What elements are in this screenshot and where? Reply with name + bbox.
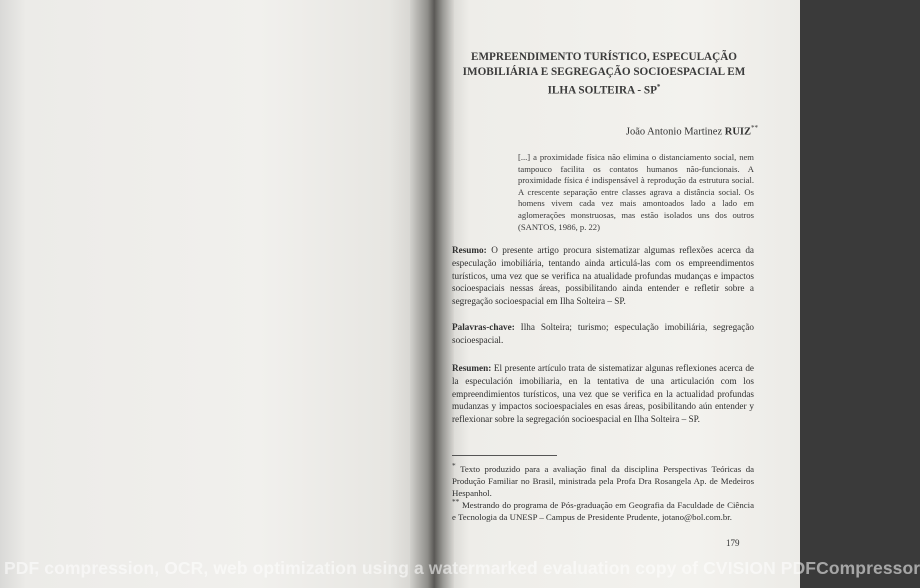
footnote-1-text: Texto produzido para a avaliação final da disciplina Perspectivas Teóricas da Produção Familiar no Brasil, ministrada pela Profa Dra Rosangela Ap. de Medeiros Hespanhol. bbox=[452, 463, 754, 499]
keywords-text: Ilha Solteira; turismo; especulação imobiliária, segregação socioespacial. bbox=[452, 322, 754, 345]
abstract-portuguese bbox=[452, 244, 754, 308]
resumen-label: Resumen: bbox=[452, 363, 492, 373]
keywords-label: Palavras-chave: bbox=[452, 322, 515, 332]
keywords bbox=[452, 321, 754, 347]
abstract-label: Resumo: bbox=[452, 245, 487, 255]
author-line bbox=[520, 124, 758, 138]
footnote-divider bbox=[452, 455, 557, 456]
left-page bbox=[0, 0, 432, 588]
book-gutter bbox=[410, 0, 454, 588]
abstract-spanish bbox=[452, 362, 754, 426]
footnote-2 bbox=[452, 496, 754, 523]
footnote-1 bbox=[452, 460, 754, 500]
article-title: EMPREENDIMENTO TURÍSTICO, ESPECULAÇÃO IMOBILIÁRIA E SEGREGAÇÃO SOCIOESPACIAL EM ILHA SOLTEIRA - SP* bbox=[462, 51, 746, 97]
resumen-text: El presente artículo trata de sistematizar algunas reflexiones acerca de la especulación imobiliaria, en la tentativa de una articulación com los empreendimientos turísticos, una vez que se verifica en la actualidad profundas mudanzas y impactos socioespaciales en esas áreas, posibilitando aún entender y reflexionar sobre la segregación socioespacial en Ilha Solteira – SP. bbox=[452, 363, 754, 425]
footnote-1-mark: * bbox=[452, 461, 456, 470]
watermark-text: PDF compression, OCR, web optimization using a watermarked evaluation copy of CVISION PDFCompressor bbox=[4, 558, 920, 578]
title-footnote-mark: * bbox=[656, 83, 661, 91]
footnote-2-text: Mestrando do programa de Pós-graduação em Geografia da Faculdade de Ciência e Tecnologia da UNESP – Campus de Presidente Prudente, jotano@bol.com.br. bbox=[452, 499, 754, 523]
page-number: 179 bbox=[726, 538, 740, 548]
epigraph-quote: [...] a proximidade física não elimina o distanciamento social, nem tampouco facilita os contatos humanos não-funcionais. A proximidade física é indispensável à reprodução da estrutura social. A crescente separação entre classes agrava a distância social. Os homens vivem cada vez mais amontoados lado a lado em aglomerações monstruosas, mas estão isolados uns dos outros (SANTOS, 1986, p. 22) bbox=[518, 152, 754, 232]
author-surname: RUIZ bbox=[724, 126, 751, 138]
author-name: João Antonio Martinez bbox=[625, 126, 725, 138]
author-footnote-mark: ** bbox=[751, 124, 758, 132]
footnote-2-mark: ** bbox=[452, 497, 460, 506]
abstract-text: O presente artigo procura sistematizar algumas reflexões acerca da especulação imobiliária, tentando ainda articulá-las com os empreendimentos turísticos, uma vez que se verifica na atualidade profundas mudanças e impactos socioespaciais nessas áreas, possibilitando ainda entender e refletir sobre a segregação socioespacial em Ilha Solteira – SP. bbox=[452, 245, 754, 307]
